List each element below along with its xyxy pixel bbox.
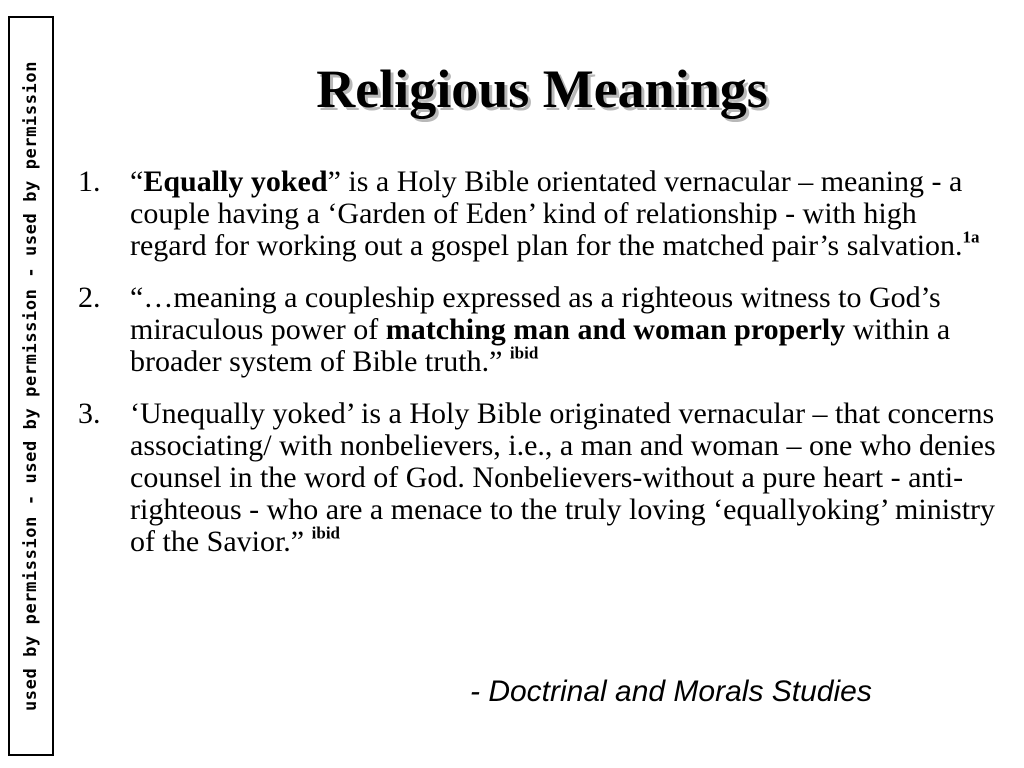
side-banner <box>8 16 54 756</box>
footnote-ref: ibid <box>509 343 539 363</box>
list-item-text <box>130 397 996 558</box>
list-item-number: 2. <box>78 281 101 314</box>
list-item-number: 1. <box>78 165 101 198</box>
footnote-ref: 1a <box>962 227 980 247</box>
side-banner-text: used by permission - used by permission - used by permission <box>21 60 41 712</box>
list-item <box>78 282 998 378</box>
text-segment: ‘Unequally yoked’ is a Holy Bible originated vernacular – that concerns associating/ with nonbelievers, i.e., a man and woman – one who denies counsel in the word of God. Nonbelievers-without a pure heart - anti-righteous - who are a menace to the truly loving ‘equallyoking’ ministry of the Savior.” <box>130 397 996 558</box>
list-item-number: 3. <box>78 397 101 430</box>
text-segment: “ <box>130 165 144 198</box>
text-segment: “…meaning a coupleship expressed as a righteous witness to God’s miraculous power of <box>130 281 941 346</box>
list-item <box>78 398 998 558</box>
bold-term: Equally yoked <box>143 165 328 198</box>
text-segment: within a broader system of Bible truth.” <box>130 313 951 378</box>
attribution: - Doctrinal and Morals Studies <box>470 675 872 708</box>
text-segment: ” is a Holy Bible orientated vernacular – meaning - a couple having a ‘Garden of Eden’ kind of relationship - with high regard for working out a gospel plan for the matched pair’s salvation. <box>130 165 963 262</box>
list-item-text <box>130 165 980 262</box>
list-item <box>78 166 998 262</box>
page-title: Religious Meanings <box>316 59 768 119</box>
bold-term: matching man and woman properly <box>385 313 846 346</box>
meanings-list <box>78 166 998 578</box>
footnote-ref: ibid <box>311 523 340 543</box>
list-item-text <box>130 281 950 378</box>
